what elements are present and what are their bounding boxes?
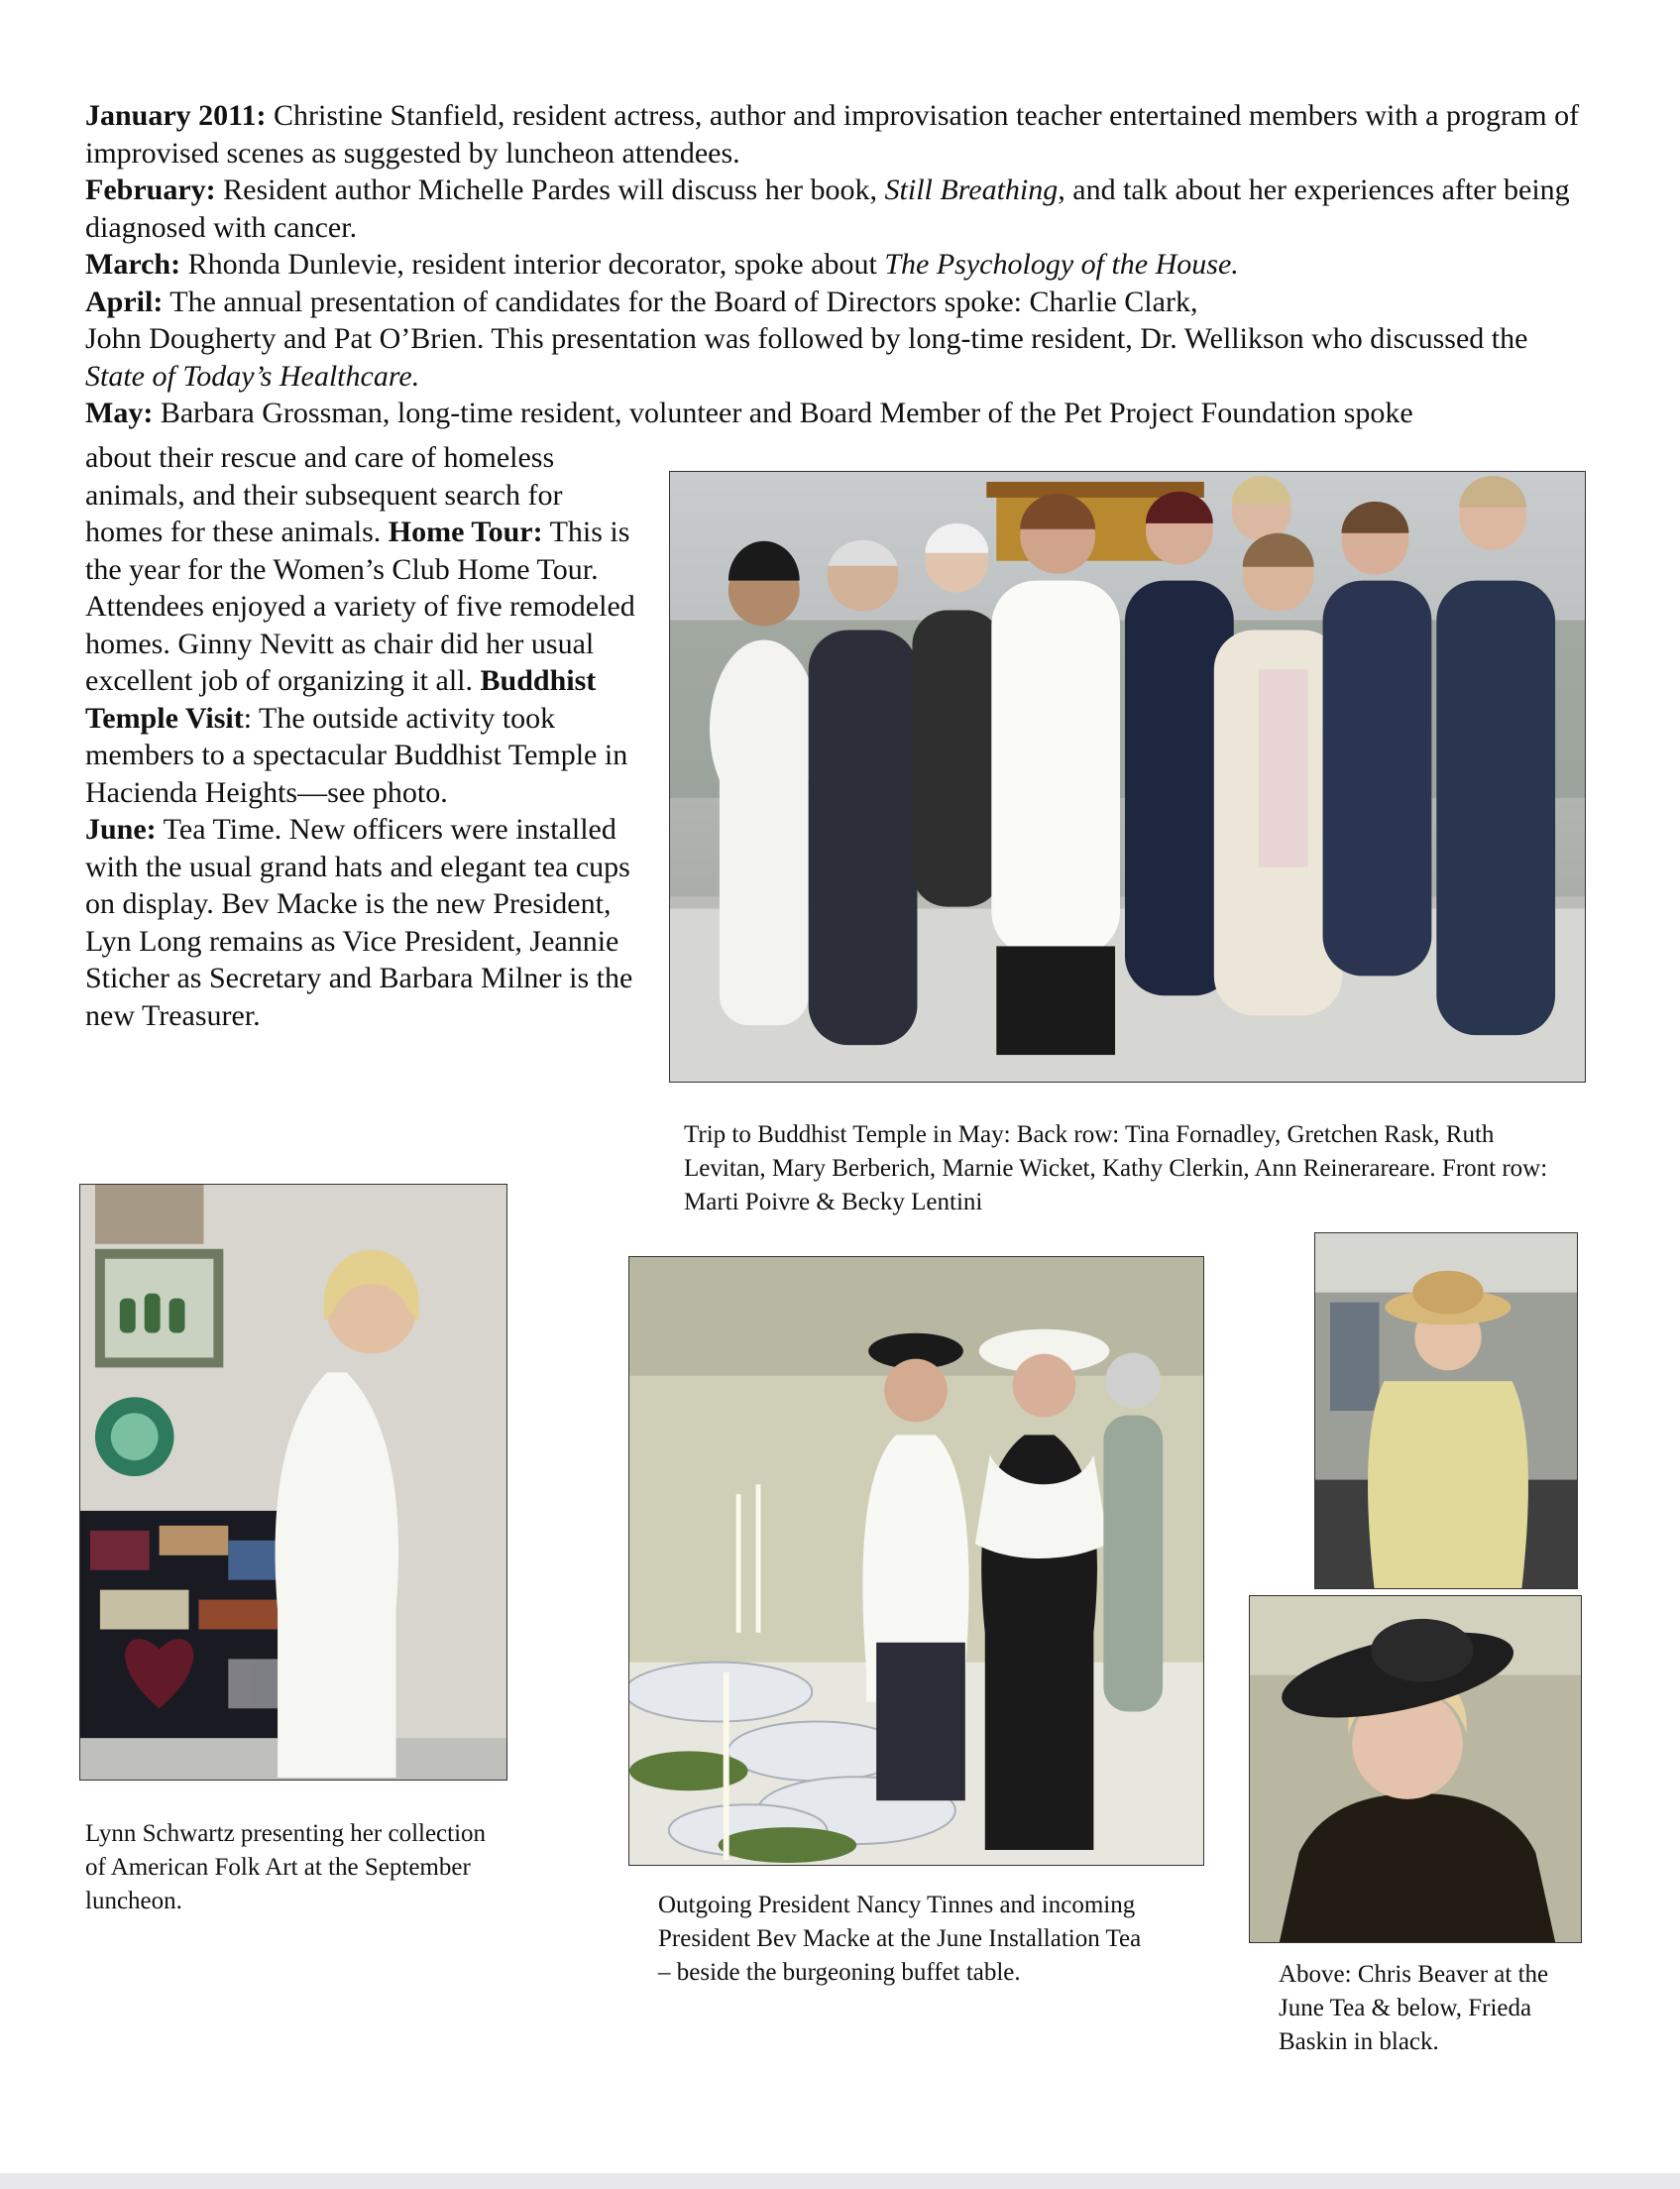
entry-march [85, 246, 1592, 284]
lynn-caption: Lynn Schwartz presenting her collection of American Folk Art at the September luncheon. [85, 1820, 487, 1914]
scan-edge [0, 2173, 1680, 2189]
label-march: March: [85, 248, 181, 281]
label-february: February: [85, 173, 216, 206]
label-june: June: [85, 813, 157, 846]
entry-april [85, 284, 1592, 396]
entry-january [85, 97, 1592, 172]
temple-caption: Trip to Buddhist Temple in May: Back row: Tina Fornadley, Gretchen Rask, Ruth Levitan, Mary Berberich, Marnie Wicket, Kathy Clerkin, Ann Reinerareare. Front row: Marti Poivre & Becky Lentini [684, 1121, 1548, 1215]
article-column [85, 439, 642, 1034]
presidents-buffet-photo [628, 1256, 1204, 1866]
chris-beaver-photo [1314, 1232, 1578, 1589]
folk-art-photo [79, 1184, 507, 1781]
frieda-baskin-photo [1249, 1595, 1582, 1943]
text-april-2: John Dougherty and Pat O’Brien. This presentation was followed by long-time resident, Dr. Wellikson who discussed the [85, 322, 1528, 355]
text-february-2: and talk about her experiences after being diagnosed with cancer. [85, 173, 1570, 244]
presidents-caption: Outgoing President Nancy Tinnes and incoming President Bev Macke at the June Installation Tea – beside the burgeoning buffet table. [658, 1892, 1142, 1986]
temple-group-photo [669, 471, 1586, 1083]
hats-caption: Above: Chris Beaver at the June Tea & below, Frieda Baskin in black. [1279, 1961, 1549, 2055]
text-may-cont: about their rescue and care of homeless animals, and their subsequent search for homes for these animals. [85, 441, 563, 548]
label-temple-visit: Buddhist Temple Visit [85, 664, 597, 735]
text-temple-visit: : The outside activity took members to a spectacular Buddhist Temple in Hacienda Heights—see photo. [85, 701, 628, 809]
talk-title-march: The Psychology of the House. [884, 248, 1239, 281]
text-may: Barbara Grossman, long-time resident, volunteer and Board Member of the Pet Project Foundation spoke [153, 397, 1413, 429]
article-top [85, 97, 1592, 432]
text-home-tour: This is the year for the Women’s Club Home Tour. Attendees enjoyed a variety of five remodeled homes. Ginny Nevitt as chair did her usual excellent job of organizing it all. [85, 516, 635, 697]
book-title: Still Breathing, [884, 173, 1065, 206]
text-march: Rhonda Dunlevie, resident interior decorator, spoke about [180, 248, 885, 281]
label-home-tour: Home Tour: [388, 516, 543, 548]
label-january: January 2011: [85, 99, 267, 132]
label-april: April: [85, 285, 164, 318]
text-april: The annual presentation of candidates for the Board of Directors spoke: Charlie Clark, [163, 285, 1198, 318]
entry-may [85, 395, 1592, 432]
text-january: Christine Stanfield, resident actress, author and improvisation teacher entertained members with a program of improvised scenes as suggested by luncheon attendees. [85, 99, 1580, 170]
label-may: May: [85, 397, 154, 429]
talk-title-april: State of Today’s Healthcare. [85, 359, 420, 393]
entry-february [85, 172, 1592, 246]
text-february: Resident author Michelle Pardes will discuss her book, [215, 173, 885, 206]
text-june: Tea Time. New officers were installed with the usual grand hats and elegant tea cups on display. Bev Macke is the new President, Lyn Long remains as Vice President, Jeannie Sticher as Secretary and Barbara Milner is the new Treasurer. [85, 813, 633, 1032]
